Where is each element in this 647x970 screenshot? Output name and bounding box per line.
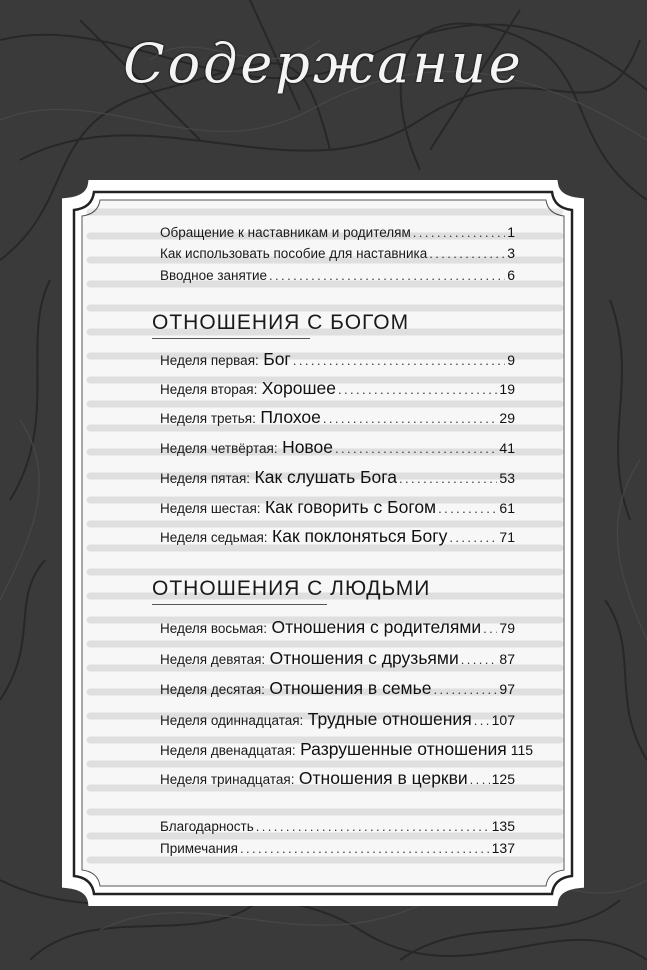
toc-page-number: 71 — [499, 529, 515, 545]
toc-page-number: 115 — [510, 742, 534, 758]
toc-entry[interactable] — [160, 437, 515, 458]
toc-entry[interactable] — [160, 768, 515, 789]
toc-entry[interactable] — [160, 467, 515, 488]
leader-dots — [461, 652, 498, 667]
toc-entry[interactable] — [160, 648, 515, 669]
leader-dots — [240, 841, 490, 856]
toc-lesson-title: Отношения с друзьями — [269, 648, 459, 668]
toc-week-label: Неделя шестая: — [160, 501, 261, 516]
section-divider — [152, 604, 327, 605]
toc-lesson-title: Плохое — [260, 407, 321, 427]
toc-week-label: Неделя одиннадцатая: — [160, 713, 304, 728]
leader-dots — [269, 268, 505, 283]
toc-week-label: Неделя восьмая: — [160, 621, 267, 636]
toc-lesson-title: Отношения в церкви — [298, 768, 468, 788]
toc-lesson-title: Бог — [263, 349, 291, 369]
toc-week-label: Неделя десятая: — [160, 682, 265, 697]
toc-page-number: 135 — [491, 818, 515, 834]
toc-entry[interactable] — [160, 739, 534, 760]
section-heading: ОТНОШЕНИЯ С БОГОМ — [152, 311, 410, 334]
toc-page-number: 41 — [499, 440, 515, 456]
toc-entry[interactable] — [160, 678, 515, 699]
leader-dots — [293, 353, 505, 368]
toc-page-number: 9 — [507, 352, 515, 368]
toc-entry[interactable] — [160, 407, 515, 428]
leader-dots — [470, 772, 490, 787]
leader-dots — [429, 246, 505, 261]
toc-entry[interactable] — [160, 267, 515, 283]
toc-week-label: Неделя четвёртая: — [160, 441, 278, 456]
toc-page-number: 6 — [507, 267, 515, 283]
toc-lesson-title: Хорошее — [261, 378, 336, 398]
toc-week-label: Неделя первая: — [160, 353, 259, 368]
toc-entry[interactable] — [160, 378, 515, 399]
toc-lesson-title: Как поклоняться Богу — [272, 526, 448, 546]
toc-lesson-title: Трудные отношения — [307, 709, 472, 729]
toc-entry-label: Обращение к наставникам и родителям — [160, 225, 411, 240]
toc-week-label: Неделя пятая: — [160, 471, 251, 486]
toc-week-label: Неделя седьмая: — [160, 530, 268, 545]
toc-page-number: 137 — [491, 840, 515, 856]
toc-week-label: Неделя тринадцатая: — [160, 772, 295, 787]
toc-week-label: Неделя вторая: — [160, 382, 258, 397]
toc-entry-label: Примечания — [160, 841, 238, 856]
toc-entry-label: Как использовать пособие для наставника — [160, 246, 428, 261]
leader-dots — [335, 441, 497, 456]
toc-entry-label: Вводное занятие — [160, 268, 268, 283]
leader-dots — [399, 471, 497, 486]
toc-lesson-title: Разрушенные отношения — [300, 739, 507, 759]
toc-entry[interactable] — [160, 709, 515, 730]
toc-page-number: 53 — [499, 470, 515, 486]
leader-dots — [483, 621, 497, 636]
toc-entry[interactable] — [160, 617, 515, 638]
toc-entry[interactable] — [160, 349, 515, 370]
leader-dots — [323, 411, 498, 426]
toc-entry[interactable] — [160, 818, 515, 834]
leader-dots — [338, 382, 497, 397]
leader-dots — [438, 501, 497, 516]
toc-page-number: 79 — [499, 620, 515, 636]
leader-dots — [474, 713, 490, 728]
leader-dots — [449, 530, 497, 545]
leader-dots — [256, 819, 490, 834]
toc-entry[interactable] — [160, 497, 515, 518]
toc-page-number: 125 — [491, 771, 515, 787]
leader-dots — [433, 682, 497, 697]
toc-page-number: 87 — [499, 651, 515, 667]
toc-lesson-title: Отношения в семье — [269, 678, 432, 698]
page-title: Содержание — [123, 32, 524, 95]
toc-page-number: 1 — [507, 224, 515, 240]
toc-entry[interactable] — [160, 245, 515, 261]
toc-week-label: Неделя двенадцатая: — [160, 743, 296, 758]
toc-page-number: 19 — [499, 381, 515, 397]
toc-week-label: Неделя третья: — [160, 411, 256, 426]
section-divider — [152, 338, 310, 339]
toc-page-number: 3 — [507, 245, 515, 261]
toc-entry[interactable] — [160, 526, 515, 547]
toc-lesson-title: Как говорить с Богом — [264, 497, 437, 517]
toc-week-label: Неделя девятая: — [160, 652, 266, 667]
toc-lesson-title: Как слушать Бога — [254, 467, 398, 487]
toc-page-number: 97 — [499, 681, 515, 697]
leader-dots — [413, 225, 505, 240]
toc-page-number: 29 — [499, 410, 515, 426]
toc-entry[interactable] — [160, 840, 515, 856]
toc-lesson-title: Новое — [282, 437, 333, 457]
section-heading: ОТНОШЕНИЯ С ЛЮДЬМИ — [152, 577, 431, 600]
toc-entry-label: Благодарность — [160, 819, 254, 834]
toc-page-number: 107 — [491, 712, 515, 728]
toc-page-number: 61 — [499, 500, 515, 516]
toc-entry[interactable] — [160, 224, 515, 240]
toc-lesson-title: Отношения с родителями — [271, 617, 482, 637]
